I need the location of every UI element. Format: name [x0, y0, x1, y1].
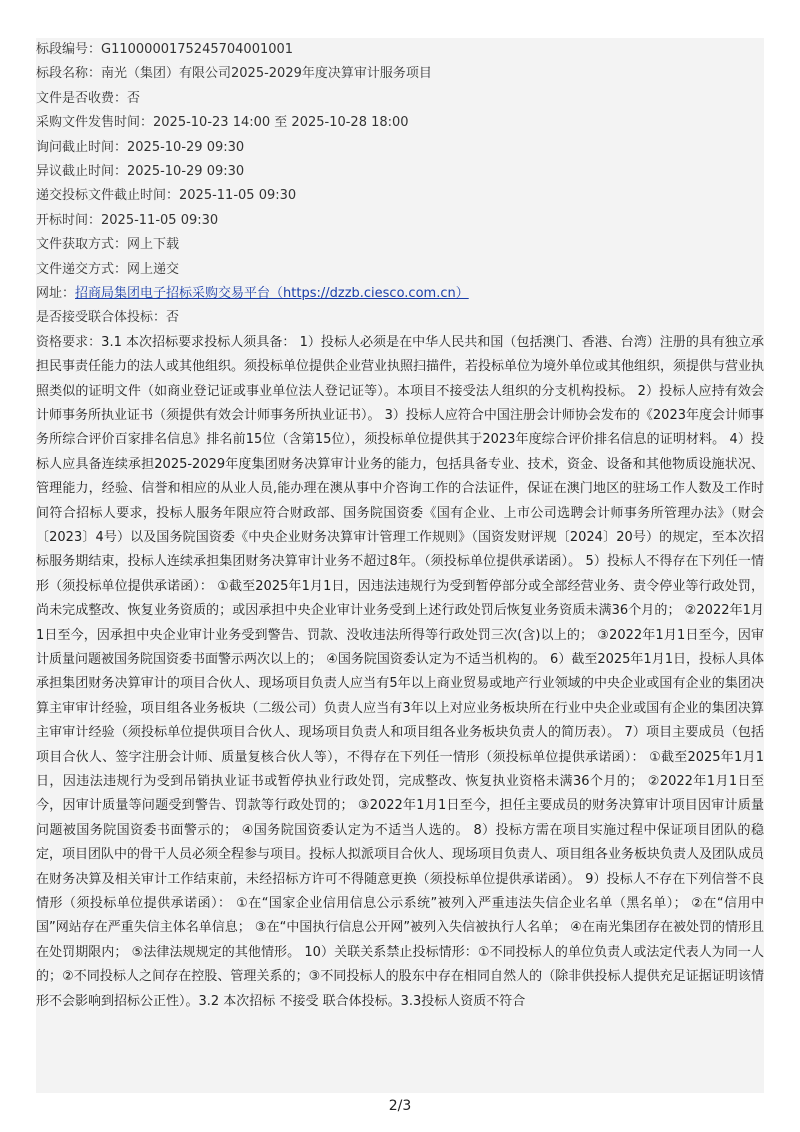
website-link[interactable]: 招商局集团电子招标采购交易平台（https://dzzb.ciesco.com.cn） [75, 285, 469, 301]
field-inquiry-deadline: 询问截止时间：2025-10-29 09:30 [36, 139, 245, 155]
field-submission-deadline: 递交投标文件截止时间：2025-11-05 09:30 [36, 188, 297, 204]
field-website: 网址：招商局集团电子招标采购交易平台（https://dzzb.ciesco.com.cn） [36, 285, 469, 301]
field-sale-time: 采购文件发售时间：2025-10-23 14:00 至 2025-10-28 18:00 [36, 115, 409, 131]
field-submit-method: 文件递交方式：网上递交 [36, 261, 180, 277]
document-body [36, 38, 764, 1093]
field-obtain-method: 文件获取方式：网上下载 [36, 237, 180, 253]
field-bid-section-name: 标段名称：南光（集团）有限公司2025-2029年度决算审计服务项目 [36, 66, 432, 82]
field-opening-time: 开标时间：2025-11-05 09:30 [36, 212, 219, 228]
field-bid-section-number: 标段编号：G1100000175245704001001 [36, 42, 294, 57]
field-fee-required: 文件是否收费：否 [36, 90, 141, 106]
field-objection-deadline: 异议截止时间：2025-10-29 09:30 [36, 163, 245, 179]
qualification-requirements: 资格要求：3.1 本次招标要求投标人须具备： 1）投标人必须是在中华人民共和国（包括澳门、香港、台湾）注册的具有独立承担民事责任能力的法人或其他组织。须投标单位提供企业营业执照扫描件，若投标单位为境外单位或其他组织，须提供与营业执照类似的证明文件（如商业登记证或事业单位法人登记证等）。本项目不接受法人组织的分支机构投标。 2）投标人应持有效会计师事务所执业证书（须提供有效会计师事务所执业证书）。 3）投标人应符合中国注册会计师协会发布的《2023年度会计师事务所综合评价百家排名信息》排名前15位（含第15位），须投标单位提供其于2023年度综合评价排名信息的证明材料。 4）投标人应具备连续承担2025-2029年度集团财务决算审计业务的能力，包括具备专业、技术，资金、设备和其他物质设施状况、管理能力，经验、信誉和相应的从业人员,能办理在澳从事中介咨询工作的合法证件，保证在澳门地区的驻场工作人数及工作时间符合招标人要求，投标人服务年限应符合财政部、国务院国资委《国有企业、上市公司选聘会计师事务所管理办法》（财会〔2023〕4号）以及国务院国资委《中央企业财务决算审计管理工作规则》（国资发财评规〔2024〕20号）的规定，至本次招标服务期结束，投标人连续承担集团财务决算审计业务不超过8年。（须投标单位提供承诺函）。 5）投标人不得存在下列任一情形（须投标单位提供承诺函）： ①截至2025年1月1日，因违法违规行为受到暂停部分或全部经营业务、责令停业等行政处罚，尚未完成整改、恢复业务资质的；或因承担中央企业审计业务受到上述行政处罚后恢复业务资质未满36个月的； ②2022年1月1日至今，因承担中央企业审计业务受到警告、罚款、没收违法所得等行政处罚三次(含)以上的； ③2022年1月1日至今，因审计质量问题被国务院国资委书面警示两次以上的； ④国务院国资委认定为不适当机构的。 6）截至2025年1月1日，投标人具体承担集团财务决算审计的项目合伙人、现场项目负责人应当有5年以上商业贸易或地产行业领域的中央企业或国有企业的集团决算主审审计经验，项目组各业务板块（二级公司）负责人应当有3年以上对应业务板块所在行业中央企业或国有企业的集团决算主审审计经验（须投标单位提供项目合伙人、现场项目负责人和项目组各业务板块负责人的简历表）。 7）项目主要成员（包括项目合伙人、签字注册会计师、质量复核合伙人等），不得存在下列任一情形（须投标单位提供承诺函）： ①截至2025年1月1日，因违法违规行为受到吊销执业证书或暂停执业行政处罚，完成整改、恢复执业资格未满36个月的； ②2022年1月1日至今，因审计质量等问题受到警告、罚款等行政处罚的； ③2022年1月1日至今，担任主要成员的财务决算审计项目因审计质量问题被国务院国资委书面警示的； ④国务院国资委认定为不适当人选的。 8）投标方需在项目实施过程中保证项目团队的稳定，项目团队中的骨干人员必须全程参与项目。投标人拟派项目合伙人、现场项目负责人、项目组各业务板块负责人及团队成员在财务决算及相关审计工作结束前，未经招标方许可不得随意更换（须投标单位提供承诺函）。 9）投标人不存在下列信誉不良情形（须投标单位提供承诺函）： ①在“国家企业信用信息公示系统”被列入严重违法失信企业名单（黑名单）； ②在“信用中国”网站存在严重失信主体名单信息； ③在“中国执行信息公开网”被列入失信被执行人名单； ④在南光集团存在被处罚的情形且在处罚期限内； ⑤法律法规规定的其他情形。 10）关联关系禁止投标情形：①不同投标人的单位负责人或法定代表人为同一人的；②不同投标人之间存在控股、管理关系的；③不同投标人的股东中存在相同自然人的（除非供投标人提供充足证据证明该情形不会影响到招标公正性）。3.2 本次招标 不接受 联合体投标。3.3投标人资质不符合 [36, 334, 764, 1009]
page-number: 2/3 [388, 1098, 412, 1114]
field-consortium: 是否接受联合体投标：否 [36, 310, 180, 326]
